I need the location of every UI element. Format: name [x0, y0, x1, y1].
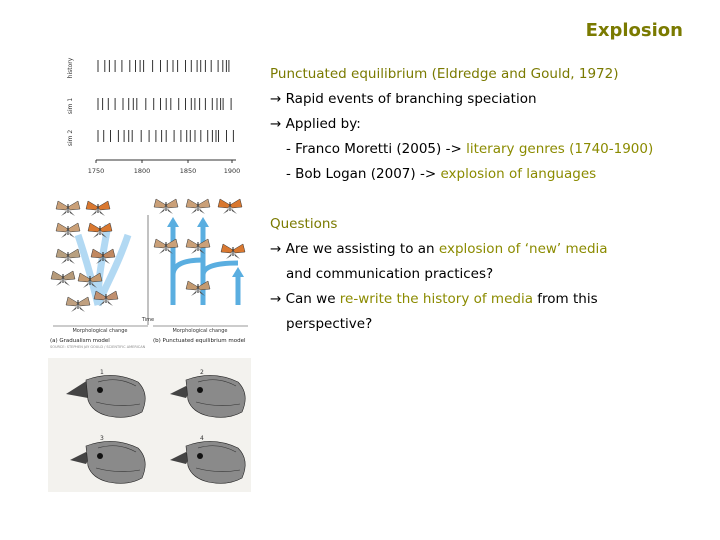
left-caption: (a) Gradualism model [50, 338, 110, 344]
timeline-row-label: sim 2 [67, 129, 74, 147]
axis-tick-label: 1850 [179, 167, 197, 175]
text-line [270, 312, 710, 337]
figure-source: SOURCE: STEPHEN JAY GOULD / SCIENTIFIC AMERICAN [50, 345, 146, 349]
text-span: explosion of ‘new’ media [438, 241, 608, 257]
butterfly-icon [186, 281, 210, 296]
text-span: re-write the history of media [339, 291, 533, 307]
text-span: → Are we assisting to an [270, 241, 439, 257]
finch-number: 3 [100, 435, 104, 442]
text-line [270, 162, 710, 187]
text-span: - Franco Moretti (2005) -> [286, 141, 467, 157]
right-caption: (b) Punctuated equilibrium model [153, 338, 246, 344]
finch-number: 2 [200, 369, 204, 376]
axis-tick-label: 1800 [133, 167, 151, 175]
axis-tick-label: 1750 [87, 167, 105, 175]
text-line [270, 237, 710, 262]
butterfly-icon [56, 249, 80, 264]
butterfly-icon [154, 199, 178, 214]
gradualism-branches [78, 225, 128, 305]
punctuated-branches [173, 225, 238, 305]
text-span: perspective? [286, 316, 373, 332]
slide-body [270, 62, 710, 337]
text-span: literary genres (1740-1900) [466, 141, 654, 157]
text-span: → Can we [270, 291, 340, 307]
text-line [270, 212, 710, 237]
butterfly-icon [186, 199, 210, 214]
butterfly-icon [218, 199, 242, 214]
text-line [270, 62, 710, 87]
slide-title: Explosion [585, 20, 683, 41]
butterfly-icon [51, 271, 75, 286]
text-span: → Applied by: [270, 116, 361, 132]
axis-tick-label: 1900 [223, 167, 241, 175]
text-span: Questions [270, 216, 338, 232]
butterfly-icon [66, 297, 90, 312]
timeline-chart [60, 48, 250, 180]
text-span: → Rapid events of branching speciation [270, 91, 537, 107]
text-line [270, 112, 710, 137]
butterfly-icon [186, 239, 210, 254]
text-line [270, 287, 710, 312]
evolution-diagram [48, 195, 253, 350]
timeline-row-label: sim 1 [67, 97, 74, 115]
text-span: and communication practices? [286, 266, 494, 282]
right-axis-label: Morphological change [172, 328, 228, 334]
line-spacer [270, 187, 710, 212]
butterfly-icon [221, 244, 245, 259]
text-span: Punctuated equilibrium (Eldredge and Gould, 1972) [270, 66, 619, 82]
timeline-row-label: history [67, 57, 74, 79]
text-line [270, 87, 710, 112]
text-span: - Bob Logan (2007) -> [286, 166, 441, 182]
butterfly-icon [86, 201, 110, 216]
finch-number: 1 [100, 369, 104, 376]
left-axis-label: Morphological change [72, 328, 128, 334]
finch-number: 4 [200, 435, 204, 442]
text-line [270, 137, 710, 162]
finch-illustration [48, 358, 251, 492]
time-label: Time [141, 317, 155, 323]
butterfly-icon [56, 201, 80, 216]
text-line [270, 262, 710, 287]
text-span: from this [532, 291, 598, 307]
text-span: explosion of languages [440, 166, 597, 182]
